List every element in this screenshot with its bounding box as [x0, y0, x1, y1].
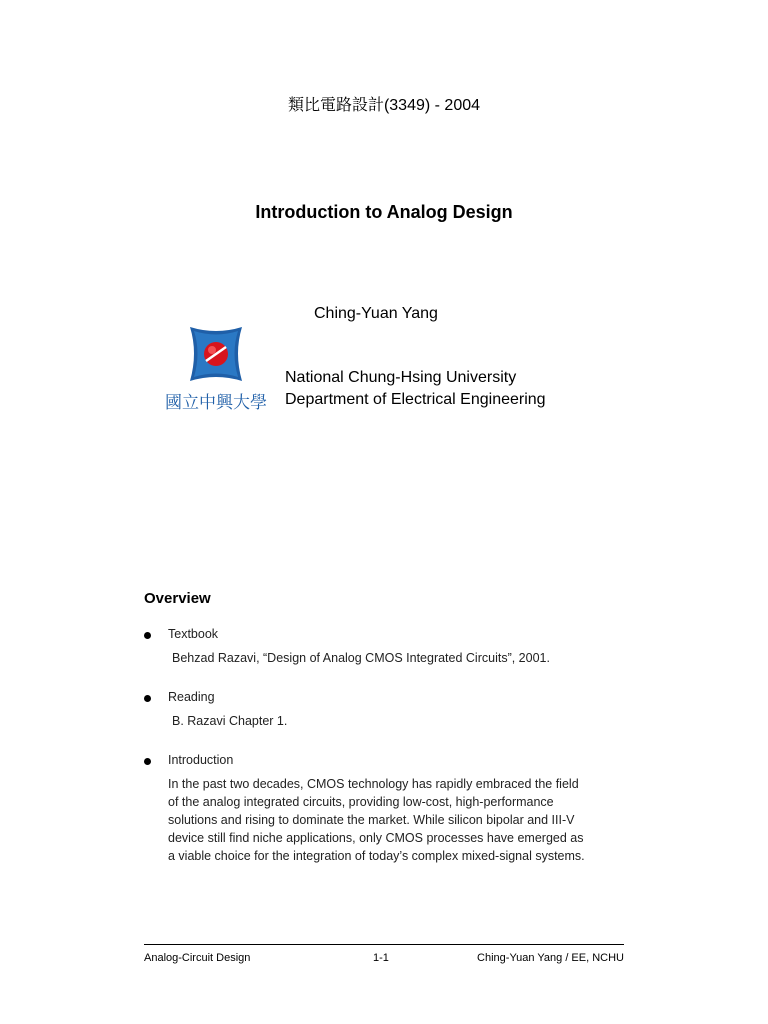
list-item-title: Reading [168, 690, 215, 704]
department-name: Department of Electrical Engineering [285, 391, 546, 408]
affiliation-block [285, 367, 546, 411]
list-item-body [172, 649, 550, 667]
body-line: B. Razavi Chapter 1. [172, 714, 288, 728]
body-line: solutions and rising to dominate the market. While silicon bipolar and III-V [168, 813, 575, 827]
list-item-title: Introduction [168, 753, 234, 767]
body-line: In the past two decades, CMOS technology has rapidly embraced the field [168, 777, 579, 791]
university-name: National Chung-Hsing University [285, 369, 517, 386]
bullet-icon [144, 695, 151, 702]
body-line: of the analog integrated circuits, providing low-cost, high-performance [168, 795, 554, 809]
list-item-title: Textbook [168, 627, 219, 641]
bullet-icon [144, 758, 151, 765]
author-name: Ching-Yuan Yang [314, 305, 438, 322]
footer-divider [144, 944, 624, 945]
logo-text: 國立中興大學 [165, 393, 267, 413]
body-line: device still find niche applications, only CMOS processes have emerged as [168, 831, 584, 845]
body-line: Behzad Razavi, “Design of Analog CMOS Integrated Circuits”, 2001. [172, 651, 550, 665]
document-title: Introduction to Analog Design [255, 202, 513, 222]
list-item-body [172, 712, 287, 730]
footer-course-name: Analog-Circuit Design [144, 952, 251, 964]
footer-author: Ching-Yuan Yang / EE, NCHU [477, 952, 624, 964]
bullet-icon [144, 632, 151, 639]
course-title: 類比電路設計(3349) - 2004 [287, 97, 481, 114]
overview-heading: Overview [144, 590, 211, 607]
list-item-body [168, 775, 585, 865]
body-line: a viable choice for the integration of today’s complex mixed-signal systems. [168, 849, 585, 863]
university-logo [160, 325, 272, 415]
footer-page-number: 1-1 [373, 952, 389, 964]
